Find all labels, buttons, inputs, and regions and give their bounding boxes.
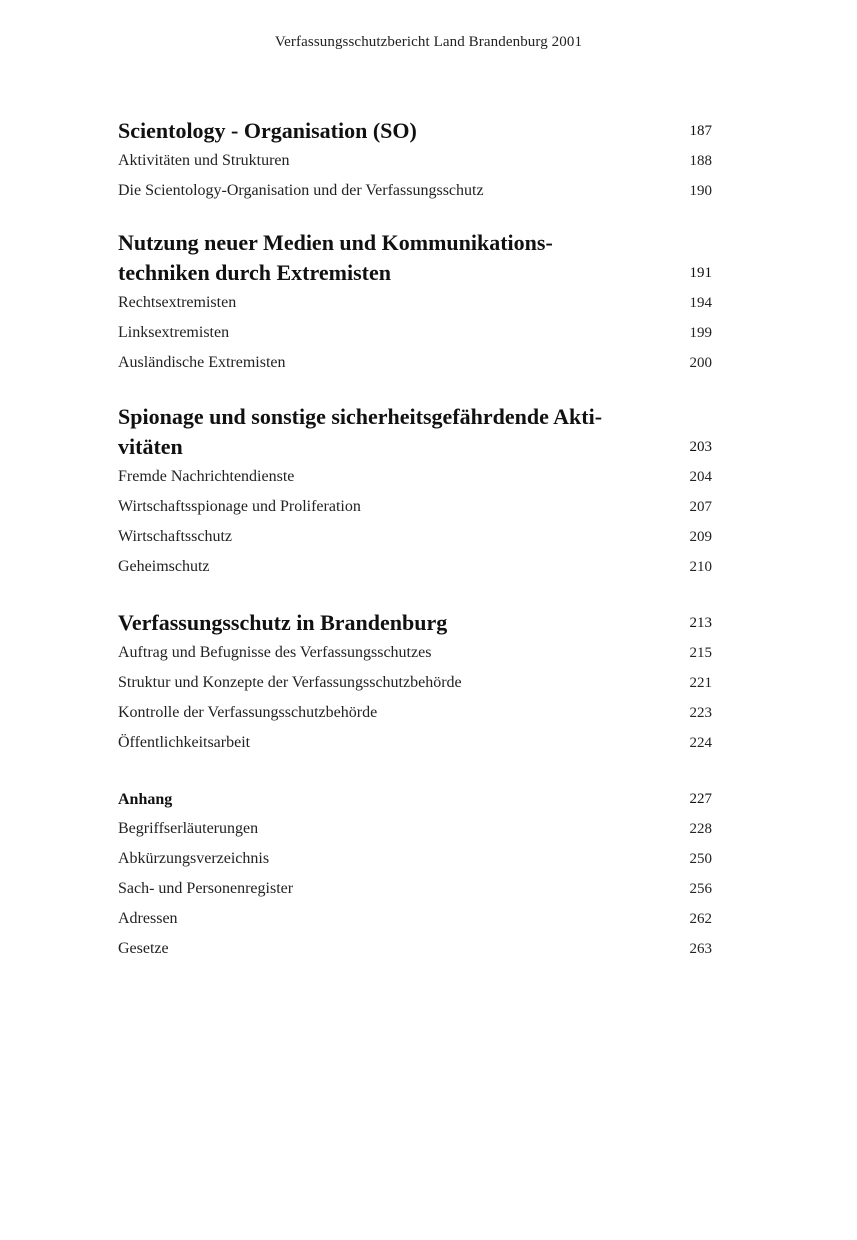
entry-label: Öffentlichkeitsarbeit — [118, 734, 251, 751]
section-page-number: 187 — [689, 123, 712, 139]
toc-section-neue-medien — [118, 228, 712, 378]
toc-entry — [118, 552, 712, 582]
toc-section-heading — [118, 784, 712, 814]
toc-entry — [118, 348, 712, 378]
entry-page-number: 188 — [689, 153, 712, 169]
entry-page-number: 194 — [689, 295, 712, 311]
entry-page-number: 224 — [689, 735, 712, 751]
section-page-number: 227 — [689, 791, 712, 807]
toc-entry — [118, 728, 712, 758]
toc-entry — [118, 146, 712, 176]
section-title: Spionage und sonstige sicherheitsgefährdende Akti- vitäten — [118, 404, 603, 459]
entry-page-number: 221 — [689, 675, 712, 691]
toc-entry — [118, 698, 712, 728]
section-page-number: 191 — [689, 265, 712, 281]
entry-page-number: 228 — [689, 821, 712, 837]
entry-label: Gesetze — [118, 940, 169, 957]
toc-entry — [118, 522, 712, 552]
toc-section-heading — [118, 116, 712, 146]
entry-page-number: 207 — [689, 499, 712, 515]
toc-entry — [118, 874, 712, 904]
toc-entry — [118, 904, 712, 934]
entry-page-number: 250 — [689, 851, 712, 867]
entry-label: Aktivitäten und Strukturen — [118, 152, 290, 169]
section-title: Anhang — [118, 791, 173, 808]
entry-label: Sach- und Personenregister — [118, 880, 294, 897]
entry-label: Adressen — [118, 910, 178, 927]
entry-label: Auftrag und Befugnisse des Verfassungsschutzes — [118, 644, 432, 661]
toc-entry — [118, 492, 712, 522]
entry-label: Fremde Nachrichtendienste — [118, 468, 295, 485]
toc-entry — [118, 318, 712, 348]
entry-label: Wirtschaftsspionage und Proliferation — [118, 498, 361, 515]
entry-label: Die Scientology-Organisation und der Verfassungsschutz — [118, 182, 484, 199]
toc-entry — [118, 288, 712, 318]
entry-page-number: 262 — [689, 911, 712, 927]
entry-label: Begriffserläuterungen — [118, 820, 259, 837]
entry-page-number: 199 — [689, 325, 712, 341]
entry-page-number: 256 — [689, 881, 712, 897]
entry-label: Linksextremisten — [118, 324, 230, 341]
toc-section-anhang — [118, 784, 712, 964]
table-of-contents — [118, 116, 712, 988]
entry-label: Ausländische Extremisten — [118, 354, 286, 371]
entry-page-number: 204 — [689, 469, 712, 485]
entry-page-number: 190 — [689, 183, 712, 199]
entry-label: Abkürzungsverzeichnis — [118, 850, 270, 867]
toc-entry — [118, 638, 712, 668]
toc-entry — [118, 934, 712, 964]
entry-label: Struktur und Konzepte der Verfassungsschutzbehörde — [118, 674, 462, 691]
entry-label: Kontrolle der Verfassungsschutzbehörde — [118, 704, 378, 721]
entry-page-number: 210 — [689, 559, 712, 575]
toc-entry — [118, 668, 712, 698]
toc-section-heading — [118, 228, 712, 288]
entry-page-number: 223 — [689, 705, 712, 721]
entry-label: Geheimschutz — [118, 558, 210, 575]
entry-page-number: 263 — [689, 941, 712, 957]
toc-section-heading — [118, 608, 712, 638]
toc-section-scientology — [118, 116, 712, 206]
toc-section-verfassungsschutz — [118, 608, 712, 758]
section-title: Scientology - Organisation (SO) — [118, 118, 417, 143]
toc-entry — [118, 462, 712, 492]
toc-section-spionage — [118, 402, 712, 582]
toc-entry — [118, 844, 712, 874]
toc-entry — [118, 176, 712, 206]
section-title: Verfassungsschutz in Brandenburg — [118, 610, 448, 635]
entry-page-number: 215 — [689, 645, 712, 661]
entry-page-number: 209 — [689, 529, 712, 545]
page-header: Verfassungsschutzbericht Land Brandenburg 2001 — [274, 34, 583, 50]
entry-page-number: 200 — [689, 355, 712, 371]
toc-entry — [118, 814, 712, 844]
entry-label: Rechtsextremisten — [118, 294, 237, 311]
section-page-number: 203 — [689, 439, 712, 455]
entry-label: Wirtschaftsschutz — [118, 528, 232, 545]
section-title: Nutzung neuer Medien und Kommunikations- techniken durch Extremisten — [118, 230, 553, 285]
section-page-number: 213 — [689, 615, 712, 631]
toc-section-heading — [118, 402, 712, 462]
